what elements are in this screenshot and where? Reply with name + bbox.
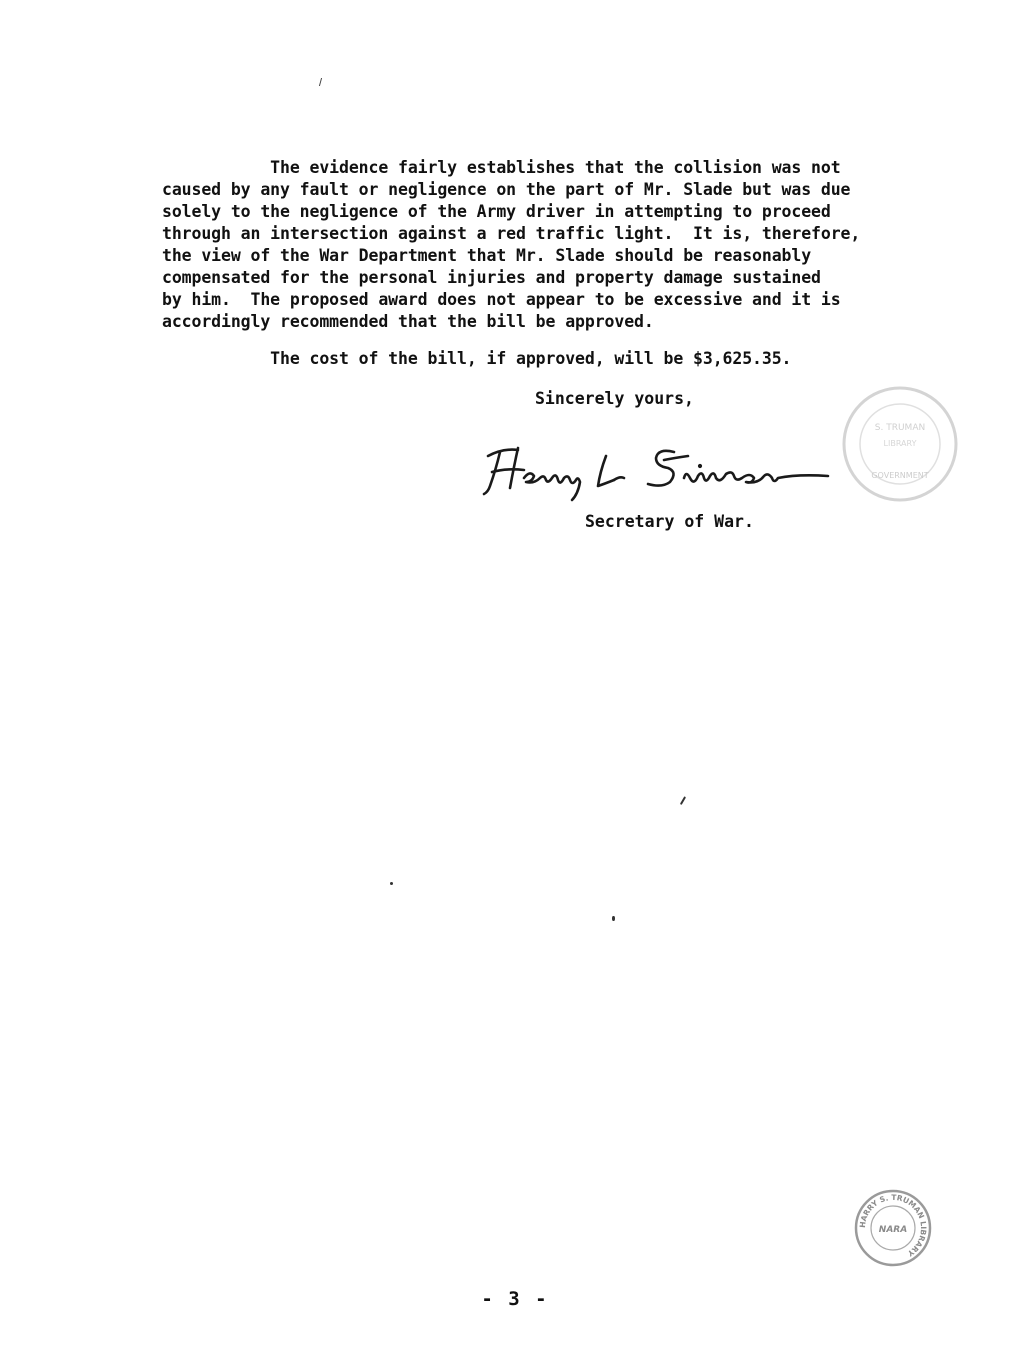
svg-text:NARA: NARA <box>878 1225 908 1235</box>
paragraph-1-line-6: compensated for the personal injuries and property damage sustained <box>162 268 821 287</box>
stray-mark <box>680 796 686 805</box>
nara-stamp <box>853 1188 933 1268</box>
stray-mark <box>319 78 326 86</box>
stray-mark <box>612 916 615 921</box>
paragraph-1-line-4: through an intersection against a red traffic light. It is, therefore, <box>162 224 861 243</box>
signature-title: Secretary of War. <box>585 512 754 531</box>
paragraph-1-line-8: accordingly recommended that the bill be approved. <box>162 312 654 331</box>
stray-mark <box>390 882 393 885</box>
archive-stamp-faded <box>838 382 962 506</box>
paragraph-1-line-7: by him. The proposed award does not appear to be excessive and it is <box>162 290 841 309</box>
svg-text:HARRY S. TRUMAN LIBRARY: HARRY S. TRUMAN LIBRARY <box>857 1192 929 1259</box>
svg-text:S. TRUMAN: S. TRUMAN <box>874 423 926 433</box>
page-number: - 3 - <box>481 1288 549 1310</box>
svg-text:GOVERNMENT: GOVERNMENT <box>871 471 929 480</box>
paragraph-1-line-2: caused by any fault or negligence on the part of Mr. Slade but was due <box>162 180 851 199</box>
paragraph-1-line-1: The evidence fairly establishes that the collision was not <box>162 158 841 177</box>
paragraph-1-line-3: solely to the negligence of the Army driver in attempting to proceed <box>162 202 831 221</box>
paragraph-1-line-5: the view of the War Department that Mr. Slade should be reasonably <box>162 246 812 265</box>
signature <box>478 434 838 504</box>
svg-text:LIBRARY: LIBRARY <box>883 439 917 448</box>
closing-salutation: Sincerely yours, <box>535 389 694 408</box>
paragraph-2: The cost of the bill, if approved, will be $3,625.35. <box>162 349 792 368</box>
